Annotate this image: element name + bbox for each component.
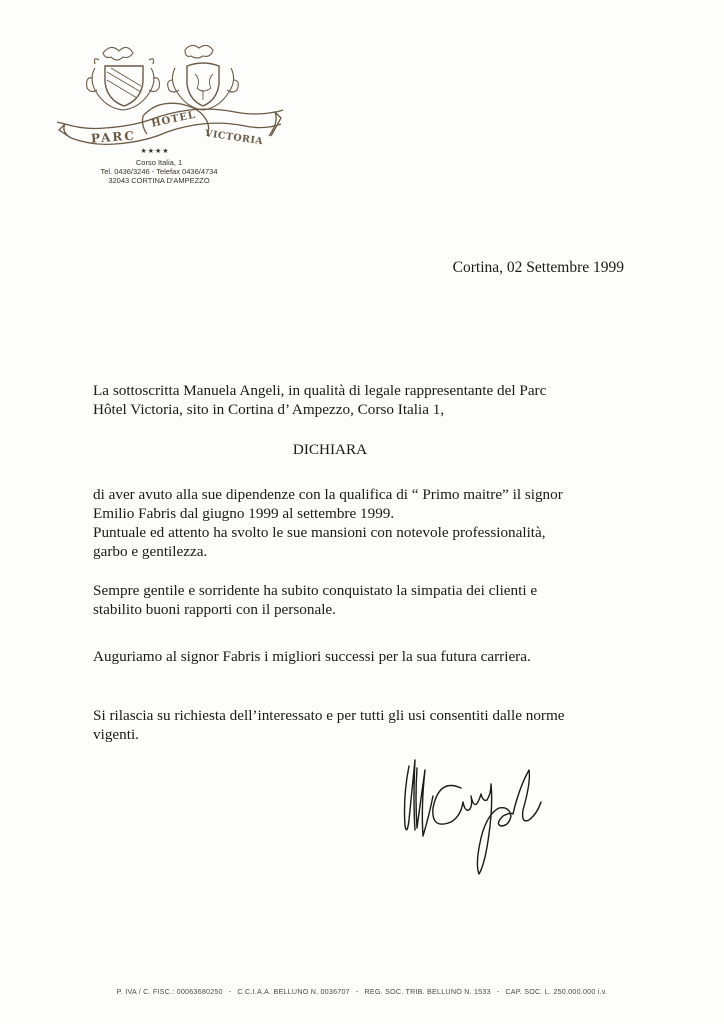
declaration-heading (0, 441, 724, 459)
hotel-stars: ★★★★ (140, 147, 170, 155)
left-coat-of-arms-icon (87, 47, 160, 110)
hotel-address (79, 158, 239, 185)
letter-footer (0, 987, 724, 996)
body-paragraph-1 (93, 485, 633, 561)
intro-line: La sottoscritta Manuela Angeli, in qualità di legale rappresentante del Parc (93, 382, 547, 399)
address-street: Corso Italia, 1 (135, 158, 183, 167)
address-city: 32043 CORTINA D'AMPEZZO (108, 176, 210, 185)
letter-date: Cortina, 02 Settembre 1999 (452, 259, 624, 276)
footer-separator: - (355, 987, 359, 996)
footer-separator: - (228, 987, 232, 996)
intro-paragraph (93, 381, 633, 419)
body-line: Puntuale ed attento ha svolto le sue mansioni con notevole professionalità, (93, 524, 546, 541)
footer-cciaa: C.C.I.A.A. BELLUNO N. 0036707 (237, 987, 350, 996)
intro-line: Hôtel Victoria, sito in Cortina d’ Ampezzo, Corso Italia 1, (93, 401, 445, 418)
body-line: Auguriamo al signor Fabris i migliori successi per la sua futura carriera. (93, 648, 531, 665)
hotel-letterhead (55, 38, 285, 208)
footer-registry: REG. SOC. TRIB. BELLUNO N. 1533 (364, 987, 491, 996)
footer-capital: CAP. SOC. L. 250.000.000 i.v. (505, 987, 608, 996)
body-paragraph-4 (93, 706, 633, 744)
body-line: garbo e gentilezza. (93, 543, 208, 560)
right-coat-of-arms-icon (168, 45, 239, 110)
body-line: di aver avuto alla sue dipendenze con la qualifica di “ Primo maitre” il signor (93, 486, 563, 503)
hotel-crest-logo (55, 38, 285, 163)
footer-separator: - (496, 987, 500, 996)
body-paragraph-2 (93, 581, 633, 619)
body-line: vigenti. (93, 726, 139, 743)
footer-vat: P. IVA / C. FISC.: 00063680250 (116, 987, 223, 996)
body-paragraph-3 (93, 647, 633, 666)
address-phone: Tel. 0436/3246 - Telefax 0436/4734 (100, 167, 218, 176)
handwritten-signature (395, 748, 585, 888)
body-line: Sempre gentile e sorridente ha subito conquistato la simpatia dei clienti e (93, 582, 538, 599)
body-line: Emilio Fabris dal giugno 1999 al settembre 1999. (93, 505, 395, 522)
declaration-heading-text: DICHIARA (292, 441, 368, 458)
logo-parc-text: PARC (90, 128, 137, 146)
body-line: stabilito buoni rapporti con il personale. (93, 601, 336, 618)
logo-hotel-text: HOTEL (150, 109, 198, 130)
logo-victoria-text: VICTORIA (204, 128, 264, 148)
body-line: Si rilascia su richiesta dell’interessato e per tutti gli usi consentiti dalle norme (93, 707, 565, 724)
